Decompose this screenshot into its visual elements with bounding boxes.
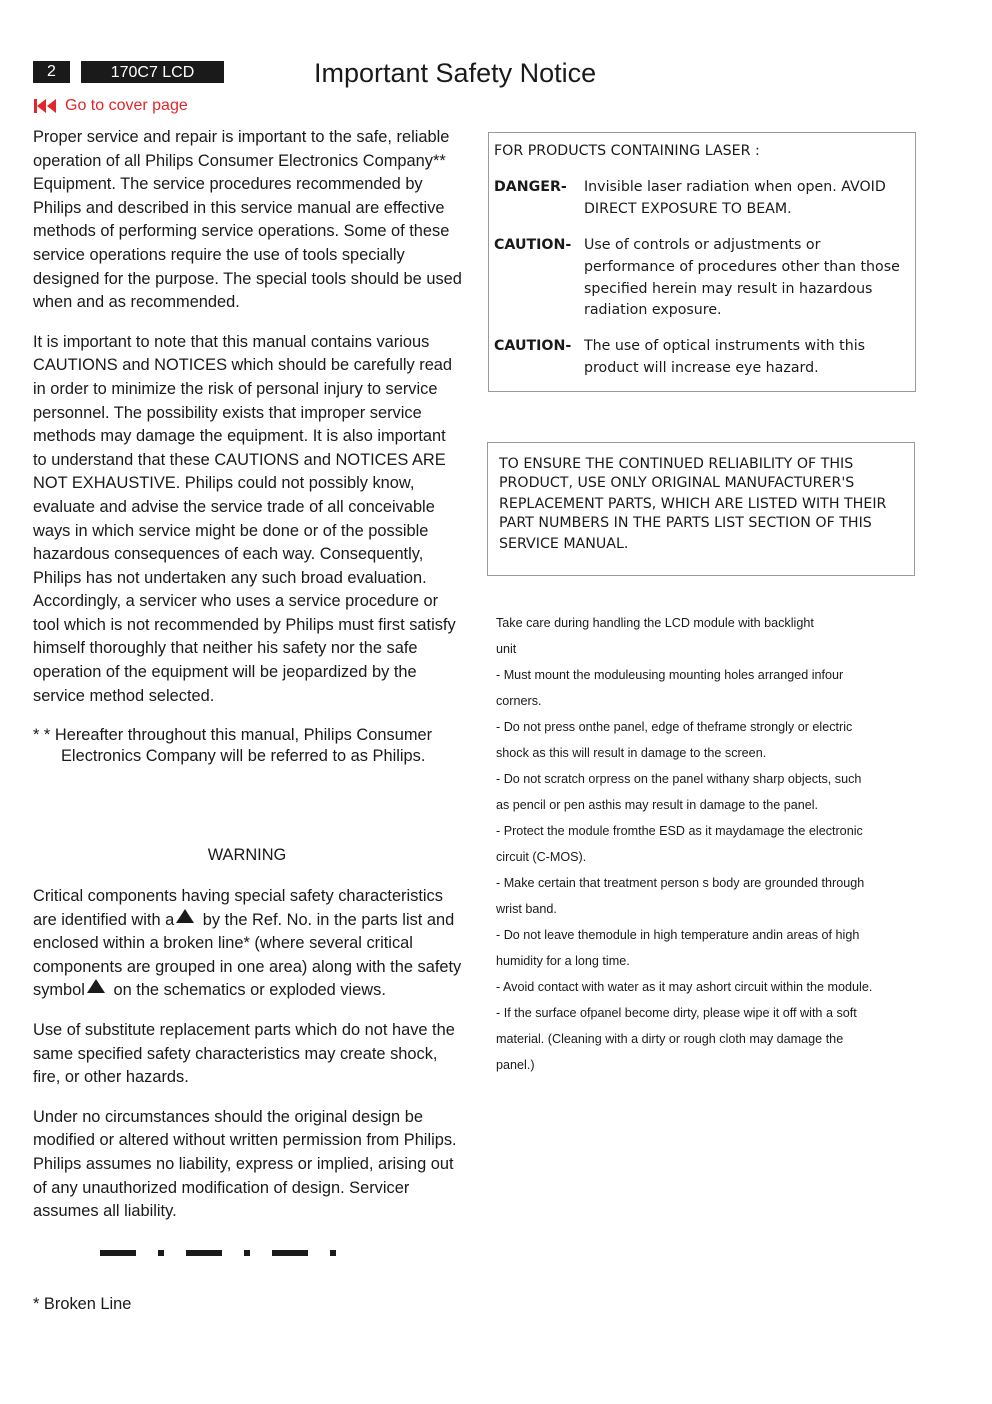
reliability-line-2: PRODUCT, USE ONLY ORIGINAL MANUFACTURER'S [499, 474, 855, 491]
intro-paragraph-2: It is important to note that this manual contains various CAUTIONS and NOTICES which should be carefully read in order to minimize the risk of personal injury to service personnel. The possibility exists that improper service methods may damage the equipment. It is also important to understand that these CAUTIONS and NOTICES ARE NOT EXHAUSTIVE. Philips could not possibly know, evaluate and advise the service trade of all conceivable ways in which service might be done or of the possible hazardous consequences of each way. Consequently, Philips has not undertaken any such broad evaluation. Accordingly, a servicer who uses a service procedure or tool which is not recommended by Philips must first satisfy himself thoroughly that neither his safety nor the safe operation of the equipment will be jeopardized by the service method selected. [33, 332, 456, 705]
page-number: 2 [33, 61, 70, 83]
warning-p1-part-b: by the Ref. No. in the parts list and enclosed within a broken line* (where several critical components are grouped in one area) along with the safety symbol [33, 910, 462, 1000]
lcd-note-line: wrist band. [496, 902, 557, 916]
lcd-note-line: Take care during handling the LCD module with backlight [496, 616, 814, 630]
warning-paragraph-1 [33, 885, 465, 1003]
warning-section [33, 885, 465, 1240]
intro-paragraph-1: Proper service and repair is important to the safe, reliable operation of all Philips Consumer Electronics Company** Equipment. The service procedures recommended by Philips and described in this service manual are effective methods of performing service operations. Some of these service operations require the use of tools specially designed for the purpose. The special tools should be used when and as recommended. [33, 128, 462, 312]
footnote [33, 724, 463, 768]
go-to-cover-label: Go to cover page [65, 97, 188, 114]
caution-label-1: CAUTION- [494, 237, 572, 253]
laser-heading: FOR PRODUCTS CONTAINING LASER : [494, 143, 760, 159]
lcd-note-line: - Must mount the moduleusing mounting holes arranged infour [496, 668, 844, 682]
warning-paragraph-2: Use of substitute replacement parts which do not have the same specified safety characteristics may create shock, fire, or other hazards. [33, 1020, 455, 1087]
skip-to-start-icon [33, 98, 57, 114]
caution-text-1: Use of controls or adjustments or performance of procedures other than those specified herein may result in hazardous radiation exposure. [584, 237, 900, 319]
lcd-note-line: - Do not leave themodule in high temperature andin areas of high [496, 928, 860, 942]
lcd-note-line: - Do not press onthe panel, edge of theframe strongly or electric [496, 720, 853, 734]
footnote-line-1: * * Hereafter throughout this manual, Philips Consumer [33, 726, 433, 745]
page-title: Important Safety Notice [314, 58, 597, 88]
footnote-line-2: Electronics Company will be referred to as Philips. [61, 746, 426, 765]
go-to-cover-link[interactable] [33, 97, 188, 115]
lcd-note-line: material. (Cleaning with a dirty or rough cloth may damage the [496, 1032, 844, 1046]
lcd-note-line: unit [496, 642, 517, 656]
warning-p1-part-a: Critical components having special safety characteristics are identified with a [33, 887, 443, 929]
danger-label: DANGER- [494, 179, 567, 195]
danger-text: Invisible laser radiation when open. AVOID DIRECT EXPOSURE TO BEAM. [584, 179, 886, 217]
lcd-note-line: - Avoid contact with water as it may ashort circuit within the module. [496, 980, 873, 994]
lcd-note-line: - Do not scratch orpress on the panel withany sharp objects, such [496, 772, 862, 786]
lcd-note-line: - If the surface ofpanel become dirty, please wipe it off with a soft [496, 1006, 857, 1020]
warning-title: WARNING [207, 846, 287, 864]
lcd-note-line: corners. [496, 694, 542, 708]
caution-label-2: CAUTION- [494, 338, 572, 354]
lcd-handling-notes [496, 610, 916, 1078]
lcd-note-line: shock as this will result in damage to the screen. [496, 746, 767, 760]
laser-warning-box [488, 132, 916, 392]
lcd-note-line: as pencil or pen asthis may result in damage to the panel. [496, 798, 819, 812]
lcd-note-line: circuit (C-MOS). [496, 850, 587, 864]
safety-triangle-icon [87, 979, 105, 993]
warning-paragraph-3: Under no circumstances should the original design be modified or altered without written permission from Philips. Philips assumes no liability, express or implied, arising out of any unauthorized modification of design. Servicer assumes all liability. [33, 1107, 457, 1221]
lcd-note-line: panel.) [496, 1058, 535, 1072]
lcd-note-line: humidity for a long time. [496, 954, 630, 968]
safety-triangle-icon [176, 909, 194, 923]
danger-row [494, 177, 904, 221]
caution-row-1 [494, 235, 904, 322]
reliability-notice-box [487, 442, 915, 576]
warning-p1-part-c: on the schematics or exploded views. [108, 981, 386, 1000]
caution-text-2: The use of optical instruments with this product will increase eye hazard. [584, 338, 866, 376]
reliability-line-3: REPLACEMENT PARTS, WHICH ARE LISTED WITH THEIR [499, 496, 887, 512]
lcd-note-line: - Protect the module fromthe ESD as it maydamage the electronic [496, 824, 863, 838]
model-label: 170C7 LCD [81, 61, 224, 83]
lcd-note-line: - Make certain that treatment person s body are grounded through [496, 876, 865, 890]
broken-line-label: * Broken Line [33, 1295, 132, 1313]
reliability-line-5: SERVICE MANUAL. [499, 536, 629, 552]
broken-line-symbol [100, 1250, 340, 1256]
intro-section [33, 126, 463, 768]
caution-row-2 [494, 336, 904, 380]
reliability-line-4: PART NUMBERS IN THE PARTS LIST SECTION OF THIS [499, 514, 872, 531]
reliability-line-1: TO ENSURE THE CONTINUED RELIABILITY OF THIS [499, 456, 854, 472]
